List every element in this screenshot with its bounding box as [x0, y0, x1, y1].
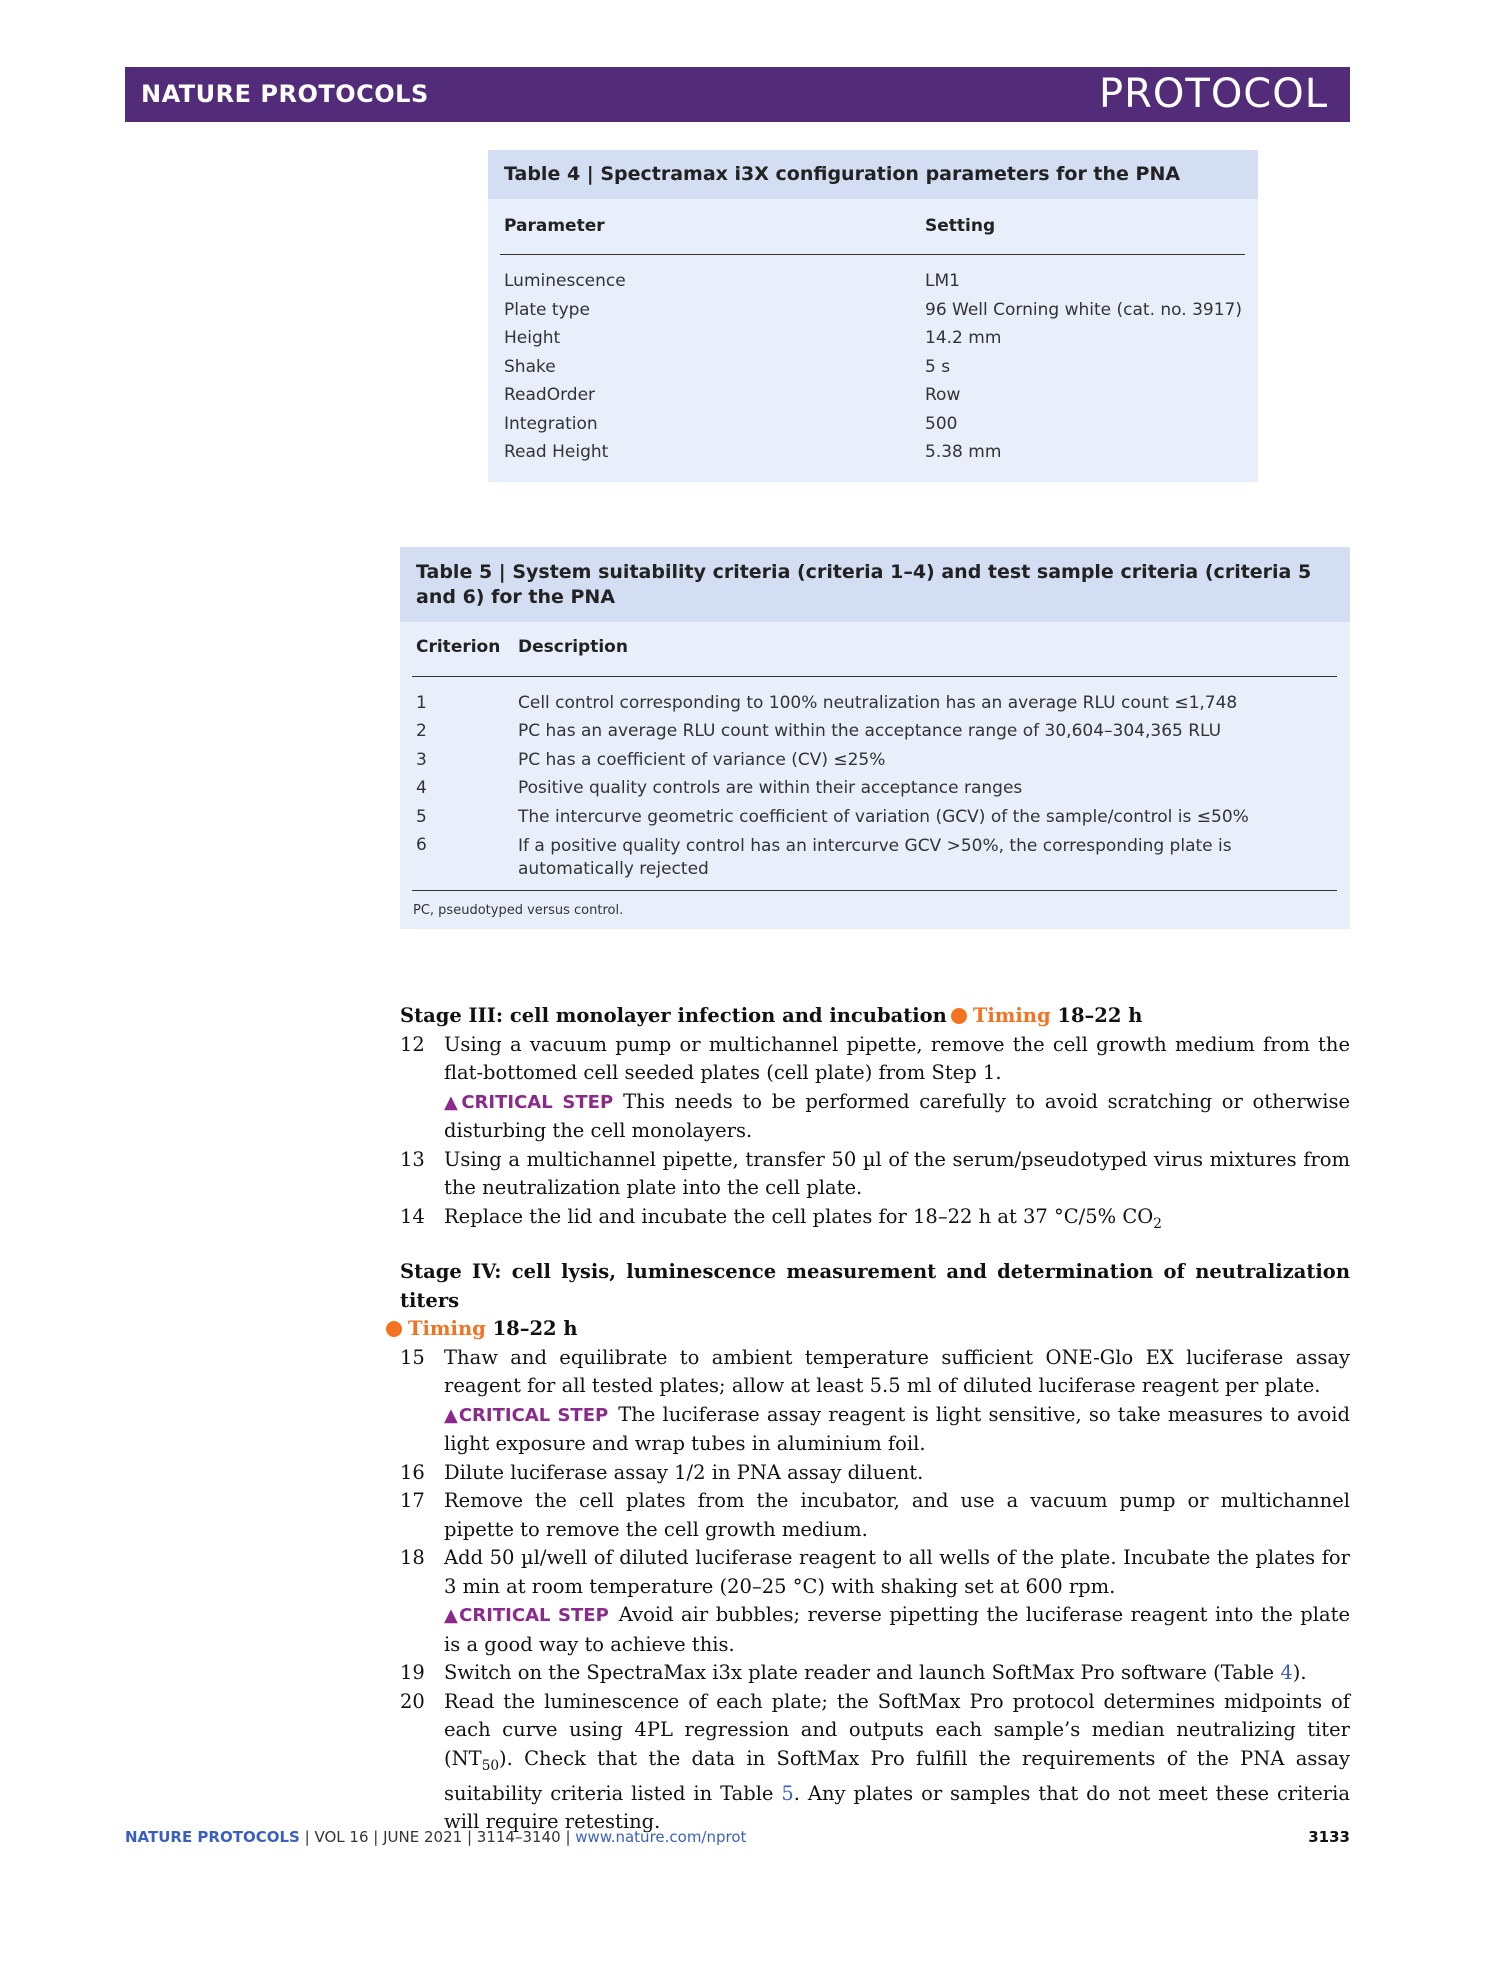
critical-step-label: ▲CRITICAL STEP	[444, 1091, 614, 1113]
step-text: Using a multichannel pipette, transfer 50 µl of the serum/pseudotyped virus mixtures from the neutralization plate into the cell plate.	[444, 1147, 1350, 1199]
table-cell: Positive quality controls are within their acceptance ranges	[518, 778, 1023, 798]
step-20	[400, 1688, 1350, 1837]
stage-3-heading-text: Stage III: cell monolayer infection and incubation	[400, 1004, 947, 1027]
table-5-title: Table 5 | System suitability criteria (criteria 1–4) and test sample criteria (criteria 5 and 6) for the PNA	[400, 547, 1350, 622]
table-cell: Luminescence	[504, 271, 626, 291]
table-row	[400, 807, 1350, 835]
table-row	[488, 271, 1258, 299]
table-cell: LM1	[925, 271, 960, 291]
table-cell: Plate type	[504, 300, 590, 320]
table-cell: PC has an average RLU count within the acceptance range of 30,604–304,365 RLU	[518, 721, 1222, 741]
step-18	[400, 1544, 1350, 1659]
table-cell: 1	[416, 693, 427, 713]
table-cell: Row	[925, 385, 961, 405]
step-number: 19	[400, 1661, 425, 1684]
footer-volume: VOL 16	[314, 1828, 369, 1846]
step-text-end: . Any plates or samples that do not meet these criteria will require retesting.	[444, 1781, 1350, 1834]
step-14	[400, 1203, 1350, 1238]
table-row	[488, 385, 1258, 413]
timing-dot-icon	[386, 1321, 402, 1337]
table-row	[488, 328, 1258, 356]
table-4-title: Table 4 | Spectramax i3X configuration parameters for the PNA	[488, 150, 1258, 199]
subscript: 50	[481, 1757, 500, 1774]
table-cell: 96 Well Corning white (cat. no. 3917)	[925, 300, 1242, 320]
table-4-col-parameter: Parameter	[504, 216, 605, 236]
step-number: 17	[400, 1489, 425, 1512]
critical-step-text: This needs to be performed carefully to avoid scratching or otherwise disturbing the cell monolayers.	[444, 1089, 1351, 1142]
critical-step-text: Avoid air bubbles; reverse pipetting the luciferase reagent into the plate is a good way to achieve this.	[444, 1603, 1350, 1656]
footer-separator: |	[565, 1828, 571, 1846]
step-text-middle: ). Check that the data in SoftMax Pro fulfill the requirements of the PNA assay suitability criteria listed in Table	[444, 1746, 1350, 1805]
table-cell: 5	[416, 807, 427, 827]
table-row	[488, 414, 1258, 442]
step-number: 15	[400, 1345, 425, 1369]
footer-separator: |	[304, 1828, 310, 1846]
table-cell: Cell control corresponding to 100% neutralization has an average RLU count ≤1,748	[518, 693, 1238, 713]
step-number: 20	[400, 1689, 425, 1713]
table-row	[400, 693, 1350, 721]
timing-label: Timing	[972, 1004, 1051, 1027]
table-cell: 5.38 mm	[925, 442, 1002, 462]
step-number: 16	[400, 1460, 425, 1484]
footer-url-link[interactable]: www.nature.com/nprot	[575, 1828, 747, 1846]
table-cell: 2	[416, 721, 427, 741]
table-row	[400, 778, 1350, 806]
page-number: 3133	[1308, 1828, 1350, 1846]
critical-step-text: The luciferase assay reagent is light sensitive, so take measures to avoid light exposure and wrap tubes in aluminium foil.	[444, 1402, 1350, 1455]
table-cell: If a positive quality control has an intercurve GCV >50%, the corresponding plate is automatically rejected	[518, 836, 1232, 879]
table-row	[400, 721, 1350, 749]
table-cell: The intercurve geometric coefficient of variation (GCV) of the sample/control is ≤50%	[518, 807, 1249, 827]
step-text-end: ).	[1292, 1661, 1307, 1684]
stage-4-section	[400, 1258, 1350, 1837]
step-text: Add 50 µl/well of diluted luciferase reagent to all wells of the plate. Incubate the plates for 3 min at room temperature (20–25 °C) with shaking set at 600 rpm.	[444, 1546, 1350, 1598]
step-text: Thaw and equilibrate to ambient temperature sufficient ONE-Glo EX luciferase assay reagent for all tested plates; allow at least 5.5 ml of diluted luciferase reagent per plate.	[444, 1345, 1350, 1397]
step-12	[400, 1031, 1350, 1146]
table-5	[400, 547, 1350, 929]
journal-header-bar	[125, 67, 1350, 122]
table-cell: Height	[504, 328, 561, 348]
step-19	[400, 1659, 1350, 1688]
table-4-header-rule	[500, 254, 1245, 255]
timing-value: 18–22 h	[492, 1317, 578, 1340]
page-footer	[125, 1828, 1350, 1846]
step-number: 18	[400, 1546, 425, 1569]
table-cell: Read Height	[504, 442, 609, 462]
table-row	[488, 442, 1258, 470]
step-text: Using a vacuum pump or multichannel pipette, remove the cell growth medium from the flat-bottomed cell seeded plates (cell plate) from Step 1.	[444, 1032, 1350, 1084]
table-row	[488, 300, 1258, 328]
step-17	[400, 1487, 1350, 1544]
table-5-header-rule	[412, 676, 1337, 677]
table-row	[400, 835, 1350, 883]
table-row	[488, 357, 1258, 385]
step-number: 14	[400, 1204, 425, 1228]
timing-dot-icon	[951, 1008, 967, 1024]
table-4-link[interactable]: 4	[1280, 1661, 1293, 1684]
table-4-col-setting: Setting	[925, 216, 996, 236]
step-number: 13	[400, 1147, 425, 1171]
footer-journal: NATURE PROTOCOLS	[125, 1828, 300, 1846]
step-text: Remove the cell plates from the incubator, and use a vacuum pump or multichannel pipette to remove the cell growth medium.	[444, 1489, 1350, 1541]
table-cell: 3	[416, 750, 427, 770]
table-cell: 500	[925, 414, 958, 434]
journal-name: NATURE PROTOCOLS	[141, 80, 429, 108]
table-5-col-criterion: Criterion	[416, 637, 501, 657]
step-15	[400, 1344, 1350, 1459]
stage-3-heading	[400, 1002, 1350, 1031]
stage-4-heading-text: Stage IV: cell lysis, luminescence measurement and determination of neutralization titers	[400, 1260, 1350, 1312]
stage-4-heading	[400, 1258, 1350, 1315]
stage-3-section	[400, 1002, 1350, 1238]
table-row	[400, 750, 1350, 778]
table-5-footnote: PC, pseudotyped versus control.	[413, 903, 624, 918]
footer-separator: |	[373, 1828, 379, 1846]
table-cell: PC has a coefficient of variance (CV) ≤25%	[518, 750, 886, 770]
critical-step-label: ▲CRITICAL STEP	[444, 1605, 609, 1626]
table-cell: ReadOrder	[504, 385, 596, 405]
table-cell: Integration	[504, 414, 598, 434]
subscript: 2	[1153, 1215, 1162, 1232]
table-5-link[interactable]: 5	[781, 1781, 794, 1805]
table-cell: 5 s	[925, 357, 951, 377]
table-5-col-description: Description	[518, 637, 628, 657]
step-text: Switch on the SpectraMax i3x plate reader and launch SoftMax Pro software (Table	[444, 1661, 1281, 1684]
critical-step-label: ▲CRITICAL STEP	[444, 1404, 609, 1426]
step-number: 12	[400, 1032, 425, 1056]
step-16	[400, 1459, 1350, 1488]
step-13	[400, 1146, 1350, 1203]
timing-label: Timing	[408, 1317, 486, 1340]
stage-4-timing	[386, 1315, 1350, 1344]
table-cell: 4	[416, 778, 427, 798]
article-type: PROTOCOL	[1098, 71, 1328, 117]
table-cell: 14.2 mm	[925, 328, 1002, 348]
table-4	[488, 150, 1258, 482]
timing-value: 18–22 h	[1057, 1004, 1143, 1027]
table-5-bottom-rule	[412, 890, 1337, 891]
footer-date: JUNE 2021	[383, 1828, 463, 1846]
step-text: Read the luminescence of each plate; the SoftMax Pro protocol determines midpoints of each curve using 4PL regression and outputs each sample’s median neutralizing titer (NT	[444, 1689, 1350, 1770]
step-text: Replace the lid and incubate the cell plates for 18–22 h at 37 °C/5% CO	[444, 1204, 1154, 1228]
table-cell: 6	[416, 835, 427, 855]
footer-separator: |	[466, 1828, 473, 1846]
table-cell: Shake	[504, 357, 556, 377]
footer-pages: 3114–3140	[476, 1828, 561, 1846]
step-text: Dilute luciferase assay 1/2 in PNA assay diluent.	[444, 1460, 924, 1484]
